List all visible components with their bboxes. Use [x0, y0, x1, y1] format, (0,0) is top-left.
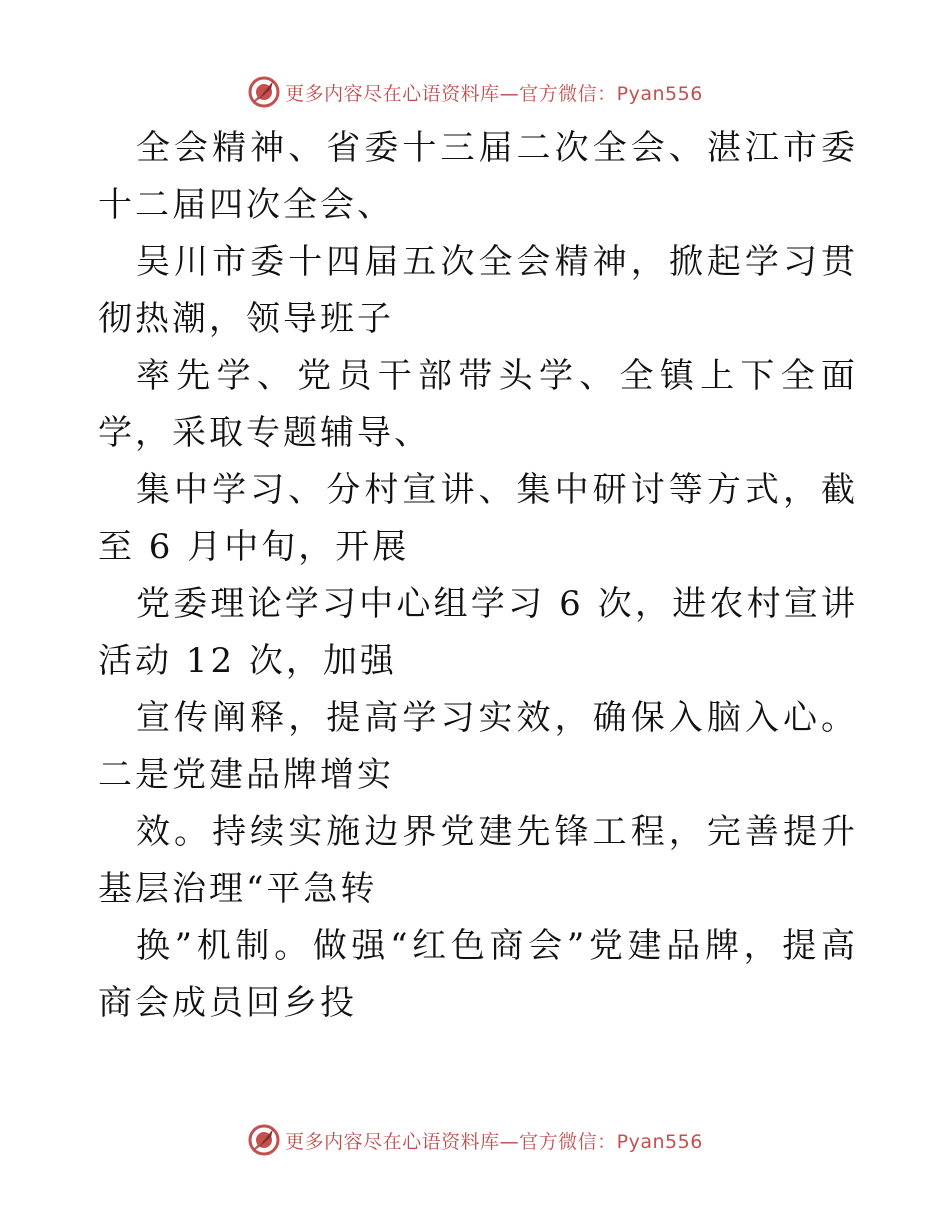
paragraph-4: 集中学习、分村宣讲、集中研讨等方式，截至 6 月中旬，开展: [98, 470, 858, 567]
header-watermark: [0, 72, 950, 112]
paragraph-2: 吴川市委十四届五次全会精神，掀起学习贯彻热潮，领导班子: [98, 242, 858, 339]
quill-seal-icon: [247, 1123, 281, 1157]
paragraph-6: 宣传阐释，提高学习实效，确保入脑入心。二是党建品牌增实: [98, 698, 858, 795]
quill-seal-icon: [247, 75, 281, 109]
paragraph-8: 换”机制。做强“红色商会”党建品牌，提高商会成员回乡投: [98, 926, 858, 1023]
paragraph-7: 效。持续实施边界党建先锋工程，完善提升基层治理“平急转: [98, 812, 858, 909]
paragraph-1: 全会精神、省委十三届二次全会、湛江市委十二届四次全会、: [98, 128, 858, 225]
watermark-brand: 更多内容尽在心语资料库: [285, 1130, 500, 1153]
paragraph-3: 率先学、党员干部带头学、全镇上下全面学，采取专题辅导、: [98, 356, 858, 453]
watermark-text: [285, 79, 703, 106]
watermark-separator: —: [499, 82, 520, 105]
watermark-separator: —: [499, 1130, 520, 1153]
document-body: [98, 120, 858, 1032]
watermark-account: 官方微信：Pyan556: [519, 82, 703, 105]
watermark-brand: 更多内容尽在心语资料库: [285, 82, 500, 105]
watermark-account: 官方微信：Pyan556: [519, 1130, 703, 1153]
paragraph-5: 党委理论学习中心组学习 6 次，进农村宣讲活动 12 次，加强: [98, 584, 858, 681]
watermark-text: [285, 1127, 703, 1154]
footer-watermark: [0, 1120, 950, 1160]
